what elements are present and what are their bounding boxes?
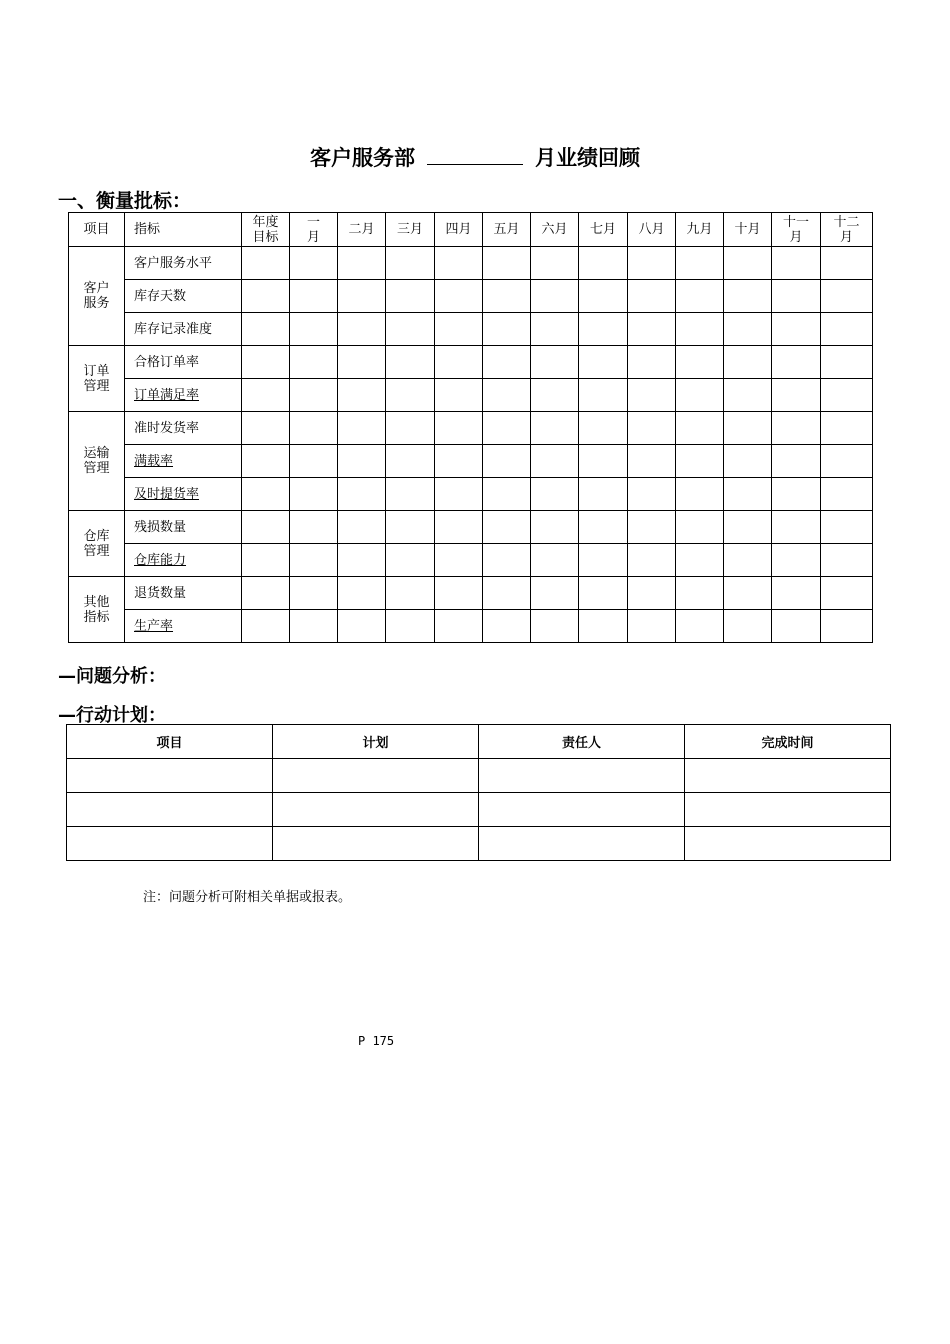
kpi-value-cell[interactable] xyxy=(290,247,338,280)
kpi-value-cell[interactable] xyxy=(772,610,821,643)
plan-row xyxy=(67,793,891,827)
kpi-value-cell[interactable] xyxy=(821,247,873,280)
kpi-table xyxy=(68,212,873,643)
header-annual-target: 年度 目标 xyxy=(242,213,290,247)
kpi-value-cell[interactable] xyxy=(290,346,338,379)
kpi-value-cell[interactable] xyxy=(483,478,531,511)
kpi-value-cell[interactable] xyxy=(821,511,873,544)
kpi-value-cell[interactable] xyxy=(772,511,821,544)
kpi-value-cell[interactable] xyxy=(483,610,531,643)
plan-header-row xyxy=(67,725,891,759)
kpi-value-cell[interactable] xyxy=(772,313,821,346)
kpi-value-cell[interactable] xyxy=(579,544,628,577)
kpi-value-cell[interactable] xyxy=(386,610,435,643)
header-item: 项目 xyxy=(69,213,125,247)
kpi-value-cell[interactable] xyxy=(579,280,628,313)
kpi-value-cell[interactable] xyxy=(676,247,724,280)
kpi-value-cell[interactable] xyxy=(290,445,338,478)
kpi-value-cell[interactable] xyxy=(821,478,873,511)
kpi-row xyxy=(69,544,873,577)
title-suffix: 月业绩回顾 xyxy=(535,146,640,170)
page-title xyxy=(0,142,950,174)
kpi-value-cell[interactable] xyxy=(483,412,531,445)
kpi-value-cell[interactable] xyxy=(290,280,338,313)
kpi-value-cell[interactable] xyxy=(483,379,531,412)
kpi-value-cell[interactable] xyxy=(628,313,676,346)
kpi-value-cell[interactable] xyxy=(290,478,338,511)
kpi-value-cell[interactable] xyxy=(772,379,821,412)
title-department: 客户服务部 xyxy=(310,146,415,170)
kpi-value-cell[interactable] xyxy=(386,313,435,346)
kpi-value-cell[interactable] xyxy=(628,280,676,313)
kpi-indicator: 库存天数 xyxy=(125,280,242,313)
kpi-value-cell[interactable] xyxy=(386,544,435,577)
plan-cell[interactable] xyxy=(479,793,685,827)
kpi-indicator: 及时提货率 xyxy=(125,478,242,511)
kpi-value-cell[interactable] xyxy=(579,412,628,445)
kpi-value-cell[interactable] xyxy=(579,247,628,280)
kpi-value-cell[interactable] xyxy=(531,280,579,313)
action-plan-table xyxy=(66,724,891,861)
kpi-value-cell[interactable] xyxy=(821,379,873,412)
kpi-value-cell[interactable] xyxy=(676,478,724,511)
section-kpi-heading: 一、衡量批标： xyxy=(58,190,192,212)
kpi-value-cell[interactable] xyxy=(531,346,579,379)
kpi-value-cell[interactable] xyxy=(579,478,628,511)
kpi-value-cell[interactable] xyxy=(676,544,724,577)
kpi-value-cell[interactable] xyxy=(531,379,579,412)
kpi-value-cell[interactable] xyxy=(242,379,290,412)
kpi-value-cell[interactable] xyxy=(338,445,386,478)
kpi-value-cell[interactable] xyxy=(435,379,483,412)
kpi-value-cell[interactable] xyxy=(676,346,724,379)
kpi-value-cell[interactable] xyxy=(386,346,435,379)
header-month-1: 一 月 xyxy=(290,213,338,247)
kpi-value-cell[interactable] xyxy=(579,445,628,478)
kpi-indicator: 准时发货率 xyxy=(125,412,242,445)
kpi-value-cell[interactable] xyxy=(435,280,483,313)
kpi-value-cell[interactable] xyxy=(724,313,772,346)
header-indicator: 指标 xyxy=(125,213,242,247)
kpi-value-cell[interactable] xyxy=(628,445,676,478)
kpi-value-cell[interactable] xyxy=(531,247,579,280)
kpi-value-cell[interactable] xyxy=(242,478,290,511)
kpi-value-cell[interactable] xyxy=(242,544,290,577)
kpi-value-cell[interactable] xyxy=(242,577,290,610)
kpi-value-cell[interactable] xyxy=(338,478,386,511)
kpi-value-cell[interactable] xyxy=(386,412,435,445)
kpi-value-cell[interactable] xyxy=(483,313,531,346)
month-blank-line xyxy=(427,142,523,165)
kpi-indicator: 库存记录准度 xyxy=(125,313,242,346)
kpi-value-cell[interactable] xyxy=(531,577,579,610)
kpi-value-cell[interactable] xyxy=(676,511,724,544)
kpi-value-cell[interactable] xyxy=(724,544,772,577)
kpi-value-cell[interactable] xyxy=(435,445,483,478)
kpi-value-cell[interactable] xyxy=(483,247,531,280)
kpi-row xyxy=(69,379,873,412)
kpi-value-cell[interactable] xyxy=(386,445,435,478)
kpi-value-cell[interactable] xyxy=(628,478,676,511)
kpi-value-cell[interactable] xyxy=(628,247,676,280)
kpi-value-cell[interactable] xyxy=(628,577,676,610)
kpi-value-cell[interactable] xyxy=(386,511,435,544)
kpi-value-cell[interactable] xyxy=(242,610,290,643)
header-month-10: 十月 xyxy=(724,213,772,247)
kpi-value-cell[interactable] xyxy=(676,412,724,445)
plan-cell[interactable] xyxy=(67,759,273,793)
kpi-value-cell[interactable] xyxy=(531,478,579,511)
kpi-value-cell[interactable] xyxy=(435,478,483,511)
kpi-value-cell[interactable] xyxy=(242,511,290,544)
page-number: P 175 xyxy=(358,1034,395,1048)
kpi-indicator: 退货数量 xyxy=(125,577,242,610)
header-month-12: 十二 月 xyxy=(821,213,873,247)
kpi-value-cell[interactable] xyxy=(483,511,531,544)
kpi-value-cell[interactable] xyxy=(483,544,531,577)
kpi-indicator: 生产率 xyxy=(125,610,242,643)
kpi-value-cell[interactable] xyxy=(628,610,676,643)
section-analysis-heading: —问题分析： xyxy=(58,666,166,687)
header-month-7: 七月 xyxy=(579,213,628,247)
plan-cell[interactable] xyxy=(479,759,685,793)
kpi-value-cell[interactable] xyxy=(338,577,386,610)
kpi-value-cell[interactable] xyxy=(338,280,386,313)
kpi-value-cell[interactable] xyxy=(724,577,772,610)
kpi-value-cell[interactable] xyxy=(290,610,338,643)
header-month-11: 十一 月 xyxy=(772,213,821,247)
kpi-row xyxy=(69,445,873,478)
kpi-value-cell[interactable] xyxy=(242,445,290,478)
kpi-value-cell[interactable] xyxy=(676,577,724,610)
header-month-8: 八月 xyxy=(628,213,676,247)
footnote: 注：问题分析可附相关单据或报表。 xyxy=(143,890,352,905)
kpi-value-cell[interactable] xyxy=(821,346,873,379)
kpi-value-cell[interactable] xyxy=(531,412,579,445)
kpi-value-cell[interactable] xyxy=(772,478,821,511)
kpi-value-cell[interactable] xyxy=(676,610,724,643)
kpi-value-cell[interactable] xyxy=(724,610,772,643)
plan-header-owner: 责任人 xyxy=(479,725,685,759)
kpi-value-cell[interactable] xyxy=(242,280,290,313)
plan-cell[interactable] xyxy=(67,793,273,827)
kpi-value-cell[interactable] xyxy=(821,610,873,643)
kpi-value-cell[interactable] xyxy=(242,247,290,280)
kpi-value-cell[interactable] xyxy=(531,610,579,643)
kpi-header-row xyxy=(69,213,873,247)
kpi-value-cell[interactable] xyxy=(772,577,821,610)
kpi-value-cell[interactable] xyxy=(724,445,772,478)
kpi-value-cell[interactable] xyxy=(579,511,628,544)
kpi-value-cell[interactable] xyxy=(724,412,772,445)
kpi-value-cell[interactable] xyxy=(821,577,873,610)
kpi-value-cell[interactable] xyxy=(435,610,483,643)
kpi-value-cell[interactable] xyxy=(338,346,386,379)
kpi-indicator: 残损数量 xyxy=(125,511,242,544)
kpi-value-cell[interactable] xyxy=(338,313,386,346)
kpi-value-cell[interactable] xyxy=(483,346,531,379)
kpi-value-cell[interactable] xyxy=(821,412,873,445)
kpi-value-cell[interactable] xyxy=(338,412,386,445)
plan-cell[interactable] xyxy=(273,793,479,827)
kpi-value-cell[interactable] xyxy=(338,544,386,577)
kpi-row xyxy=(69,412,873,445)
kpi-value-cell[interactable] xyxy=(772,445,821,478)
kpi-value-cell[interactable] xyxy=(821,544,873,577)
header-month-6: 六月 xyxy=(531,213,579,247)
kpi-value-cell[interactable] xyxy=(628,412,676,445)
kpi-category: 仓库 管理 xyxy=(69,511,125,577)
kpi-value-cell[interactable] xyxy=(821,313,873,346)
kpi-value-cell[interactable] xyxy=(772,346,821,379)
plan-header-plan: 计划 xyxy=(273,725,479,759)
kpi-value-cell[interactable] xyxy=(435,511,483,544)
kpi-value-cell[interactable] xyxy=(628,379,676,412)
kpi-indicator: 合格订单率 xyxy=(125,346,242,379)
kpi-value-cell[interactable] xyxy=(531,544,579,577)
kpi-row xyxy=(69,280,873,313)
kpi-value-cell[interactable] xyxy=(386,478,435,511)
kpi-value-cell[interactable] xyxy=(579,346,628,379)
plan-cell[interactable] xyxy=(685,827,891,861)
kpi-value-cell[interactable] xyxy=(628,511,676,544)
kpi-row xyxy=(69,313,873,346)
kpi-row xyxy=(69,478,873,511)
kpi-value-cell[interactable] xyxy=(724,511,772,544)
kpi-value-cell[interactable] xyxy=(772,544,821,577)
kpi-value-cell[interactable] xyxy=(386,247,435,280)
plan-header-item: 项目 xyxy=(67,725,273,759)
kpi-value-cell[interactable] xyxy=(386,280,435,313)
kpi-value-cell[interactable] xyxy=(628,346,676,379)
kpi-value-cell[interactable] xyxy=(676,379,724,412)
kpi-value-cell[interactable] xyxy=(386,379,435,412)
kpi-value-cell[interactable] xyxy=(483,280,531,313)
kpi-value-cell[interactable] xyxy=(290,313,338,346)
kpi-value-cell[interactable] xyxy=(435,247,483,280)
kpi-value-cell[interactable] xyxy=(290,412,338,445)
kpi-value-cell[interactable] xyxy=(242,412,290,445)
plan-row xyxy=(67,827,891,861)
kpi-value-cell[interactable] xyxy=(821,280,873,313)
kpi-value-cell[interactable] xyxy=(435,346,483,379)
kpi-value-cell[interactable] xyxy=(579,610,628,643)
header-month-9: 九月 xyxy=(676,213,724,247)
kpi-row xyxy=(69,247,873,280)
plan-cell[interactable] xyxy=(685,759,891,793)
kpi-value-cell[interactable] xyxy=(579,379,628,412)
header-month-4: 四月 xyxy=(435,213,483,247)
kpi-value-cell[interactable] xyxy=(435,577,483,610)
kpi-indicator: 订单满足率 xyxy=(125,379,242,412)
kpi-row xyxy=(69,511,873,544)
kpi-value-cell[interactable] xyxy=(724,478,772,511)
kpi-category: 订单 管理 xyxy=(69,346,125,412)
kpi-indicator: 满载率 xyxy=(125,445,242,478)
kpi-value-cell[interactable] xyxy=(435,313,483,346)
plan-row xyxy=(67,759,891,793)
kpi-value-cell[interactable] xyxy=(676,445,724,478)
kpi-value-cell[interactable] xyxy=(724,346,772,379)
kpi-category: 其他 指标 xyxy=(69,577,125,643)
kpi-value-cell[interactable] xyxy=(435,412,483,445)
kpi-value-cell[interactable] xyxy=(579,577,628,610)
kpi-value-cell[interactable] xyxy=(821,445,873,478)
kpi-value-cell[interactable] xyxy=(531,445,579,478)
section-plan-heading: —行动计划： xyxy=(58,705,166,726)
header-month-3: 三月 xyxy=(386,213,435,247)
kpi-value-cell[interactable] xyxy=(483,445,531,478)
kpi-value-cell[interactable] xyxy=(724,280,772,313)
kpi-indicator: 客户服务水平 xyxy=(125,247,242,280)
kpi-value-cell[interactable] xyxy=(338,610,386,643)
kpi-value-cell[interactable] xyxy=(628,544,676,577)
kpi-value-cell[interactable] xyxy=(676,280,724,313)
kpi-value-cell[interactable] xyxy=(579,313,628,346)
plan-cell[interactable] xyxy=(479,827,685,861)
kpi-value-cell[interactable] xyxy=(338,511,386,544)
kpi-value-cell[interactable] xyxy=(290,511,338,544)
kpi-category: 客户 服务 xyxy=(69,247,125,346)
kpi-value-cell[interactable] xyxy=(290,577,338,610)
kpi-value-cell[interactable] xyxy=(242,313,290,346)
header-month-5: 五月 xyxy=(483,213,531,247)
plan-cell[interactable] xyxy=(685,793,891,827)
kpi-value-cell[interactable] xyxy=(724,247,772,280)
kpi-category: 运输 管理 xyxy=(69,412,125,511)
kpi-value-cell[interactable] xyxy=(724,379,772,412)
kpi-value-cell[interactable] xyxy=(483,577,531,610)
kpi-value-cell[interactable] xyxy=(772,412,821,445)
kpi-row xyxy=(69,577,873,610)
kpi-value-cell[interactable] xyxy=(290,544,338,577)
kpi-value-cell[interactable] xyxy=(290,379,338,412)
kpi-value-cell[interactable] xyxy=(772,247,821,280)
kpi-value-cell[interactable] xyxy=(772,280,821,313)
kpi-row xyxy=(69,610,873,643)
kpi-value-cell[interactable] xyxy=(676,313,724,346)
plan-cell[interactable] xyxy=(273,759,479,793)
kpi-value-cell[interactable] xyxy=(338,247,386,280)
kpi-value-cell[interactable] xyxy=(386,577,435,610)
kpi-value-cell[interactable] xyxy=(531,313,579,346)
kpi-value-cell[interactable] xyxy=(531,511,579,544)
kpi-value-cell[interactable] xyxy=(435,544,483,577)
kpi-indicator: 仓库能力 xyxy=(125,544,242,577)
plan-cell[interactable] xyxy=(67,827,273,861)
kpi-row xyxy=(69,346,873,379)
kpi-value-cell[interactable] xyxy=(338,379,386,412)
kpi-value-cell[interactable] xyxy=(242,346,290,379)
plan-header-deadline: 完成时间 xyxy=(685,725,891,759)
plan-cell[interactable] xyxy=(273,827,479,861)
header-month-2: 二月 xyxy=(338,213,386,247)
